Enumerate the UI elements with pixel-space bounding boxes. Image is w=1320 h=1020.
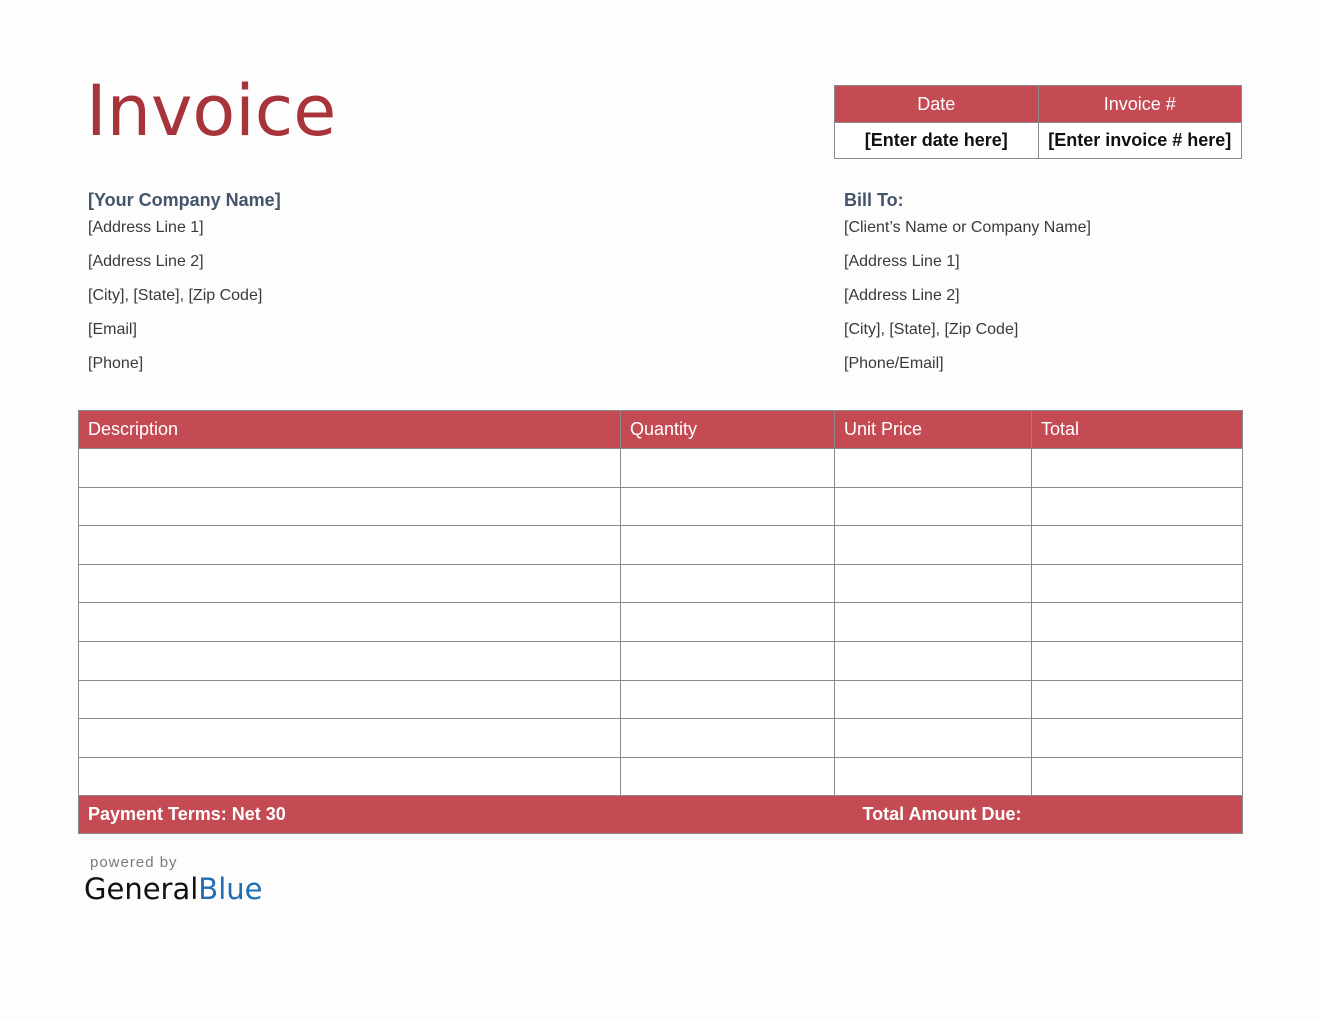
page-title: Invoice <box>86 70 337 152</box>
invoice-number-field[interactable]: [Enter invoice # here] <box>1038 123 1242 159</box>
total-column-header: Total <box>1032 411 1243 449</box>
table-row <box>79 641 1243 680</box>
unit-price-cell[interactable] <box>835 641 1032 680</box>
quantity-cell[interactable] <box>621 757 835 796</box>
unit-price-cell[interactable] <box>835 680 1032 719</box>
total-cell[interactable] <box>1032 487 1243 526</box>
date-field[interactable]: [Enter date here] <box>835 123 1039 159</box>
bill-to-block <box>844 186 1091 384</box>
total-cell[interactable] <box>1032 564 1243 603</box>
sender-address-line-2[interactable]: [Address Line 2] <box>88 253 204 270</box>
table-row <box>79 757 1243 796</box>
description-cell[interactable] <box>79 449 621 488</box>
description-cell[interactable] <box>79 757 621 796</box>
quantity-cell[interactable] <box>621 680 835 719</box>
total-amount-due-value[interactable] <box>1032 796 1243 834</box>
total-cell[interactable] <box>1032 603 1243 642</box>
table-row <box>79 487 1243 526</box>
description-column-header: Description <box>79 411 621 449</box>
client-city-state-zip[interactable]: [City], [State], [Zip Code] <box>844 321 1019 338</box>
general-blue-logo[interactable] <box>84 872 262 906</box>
table-row <box>79 680 1243 719</box>
total-cell[interactable] <box>1032 526 1243 565</box>
sender-address-block <box>88 186 281 384</box>
date-header: Date <box>835 86 1039 123</box>
quantity-cell[interactable] <box>621 719 835 758</box>
unit-price-column-header: Unit Price <box>835 411 1032 449</box>
invoice-meta-table <box>834 85 1242 159</box>
total-cell[interactable] <box>1032 757 1243 796</box>
brand-blue-text: Blue <box>198 872 263 906</box>
client-address-line-2[interactable]: [Address Line 2] <box>844 287 960 304</box>
quantity-cell[interactable] <box>621 603 835 642</box>
unit-price-cell[interactable] <box>835 757 1032 796</box>
quantity-cell[interactable] <box>621 487 835 526</box>
table-row <box>79 719 1243 758</box>
totals-row <box>79 796 1243 834</box>
payment-terms: Payment Terms: Net 30 <box>79 796 835 834</box>
sender-city-state-zip[interactable]: [City], [State], [Zip Code] <box>88 287 263 304</box>
sender-address-line-1[interactable]: [Address Line 1] <box>88 219 204 236</box>
quantity-cell[interactable] <box>621 641 835 680</box>
description-cell[interactable] <box>79 641 621 680</box>
brand-general-text: General <box>84 872 199 906</box>
client-address-line-1[interactable]: [Address Line 1] <box>844 253 960 270</box>
unit-price-cell[interactable] <box>835 564 1032 603</box>
total-cell[interactable] <box>1032 719 1243 758</box>
unit-price-cell[interactable] <box>835 449 1032 488</box>
description-cell[interactable] <box>79 564 621 603</box>
table-row <box>79 526 1243 565</box>
description-cell[interactable] <box>79 603 621 642</box>
unit-price-cell[interactable] <box>835 603 1032 642</box>
line-items-table <box>78 410 1243 834</box>
description-cell[interactable] <box>79 487 621 526</box>
unit-price-cell[interactable] <box>835 719 1032 758</box>
description-cell[interactable] <box>79 680 621 719</box>
client-name-field[interactable]: [Client’s Name or Company Name] <box>844 219 1091 236</box>
total-cell[interactable] <box>1032 641 1243 680</box>
total-cell[interactable] <box>1032 449 1243 488</box>
total-amount-due-label: Total Amount Due: <box>835 796 1032 834</box>
quantity-cell[interactable] <box>621 564 835 603</box>
unit-price-cell[interactable] <box>835 487 1032 526</box>
company-name-field[interactable]: [Your Company Name] <box>88 190 281 210</box>
unit-price-cell[interactable] <box>835 526 1032 565</box>
sender-phone[interactable]: [Phone] <box>88 355 144 372</box>
table-row <box>79 449 1243 488</box>
quantity-cell[interactable] <box>621 526 835 565</box>
invoice-number-header: Invoice # <box>1038 86 1242 123</box>
line-items-body <box>79 449 1243 796</box>
table-header-row <box>79 411 1243 449</box>
quantity-column-header: Quantity <box>621 411 835 449</box>
powered-by-label: powered by <box>90 854 178 871</box>
description-cell[interactable] <box>79 526 621 565</box>
client-phone-email[interactable]: [Phone/Email] <box>844 355 944 372</box>
bill-to-heading: Bill To: <box>844 190 904 210</box>
quantity-cell[interactable] <box>621 449 835 488</box>
table-row <box>79 603 1243 642</box>
total-cell[interactable] <box>1032 680 1243 719</box>
sender-email[interactable]: [Email] <box>88 321 137 338</box>
description-cell[interactable] <box>79 719 621 758</box>
table-row <box>79 564 1243 603</box>
